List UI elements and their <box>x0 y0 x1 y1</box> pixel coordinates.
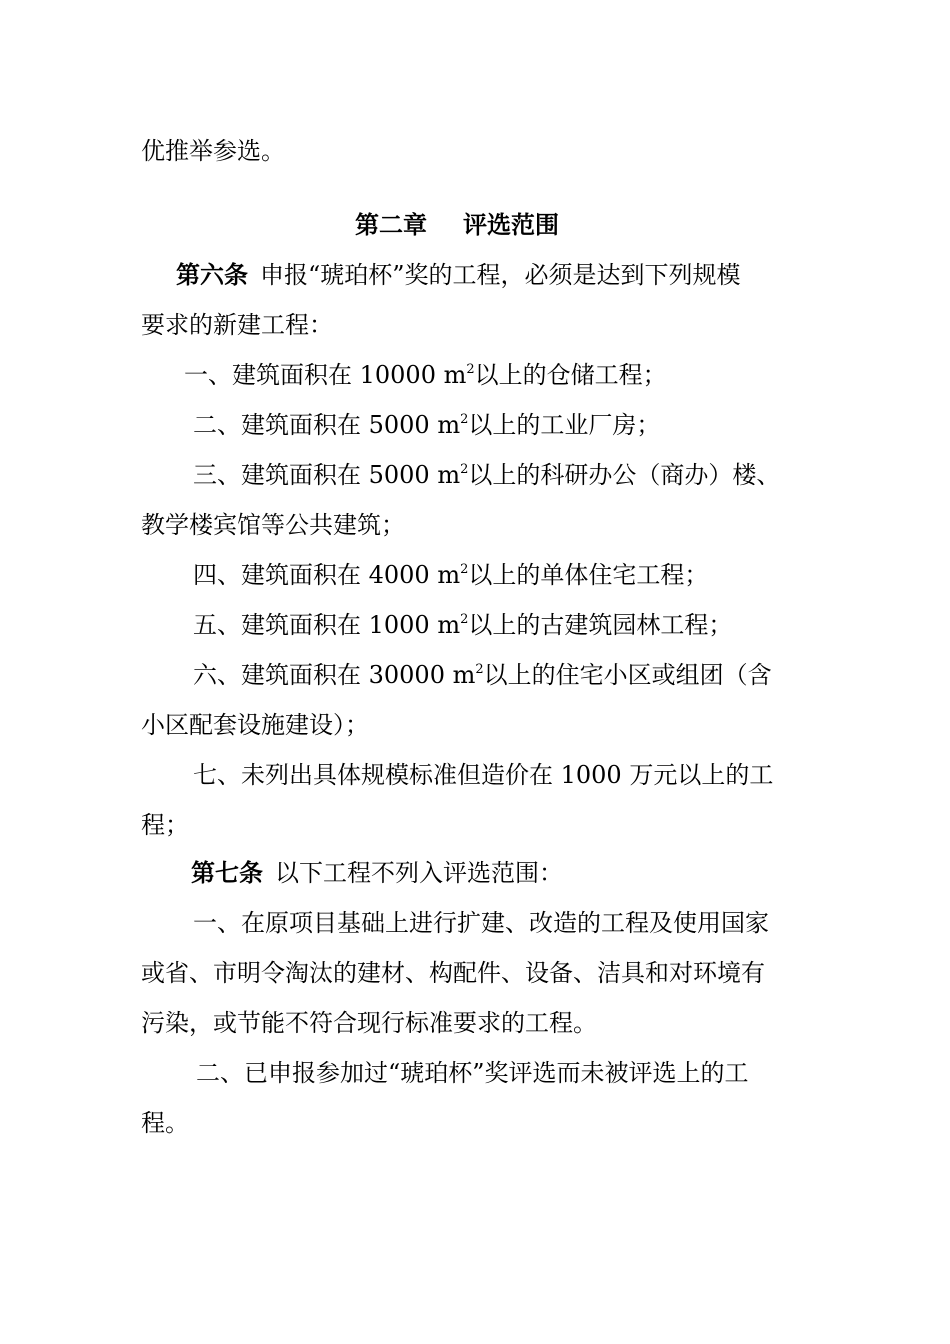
list-item-7 <box>193 758 773 792</box>
text-line: 要求的新建工程： <box>141 311 333 339</box>
exclusion-item-1 <box>193 906 769 940</box>
paragraph-continuation <box>141 134 285 168</box>
superscript: 2 <box>460 412 469 427</box>
chapter-title <box>355 208 559 242</box>
text-line: 污染，或节能不符合现行标准要求的工程。 <box>141 1009 597 1037</box>
text-line: 教学楼宾馆等公共建筑； <box>141 511 405 539</box>
article-6-heading <box>176 258 741 292</box>
text-line: 三、建筑面积在 5000 m <box>193 461 461 489</box>
chapter-name: 评选范围 <box>463 210 559 239</box>
superscript: 2 <box>460 562 469 577</box>
text-line: 以上的古建筑园林工程； <box>468 611 733 639</box>
list-item-3 <box>193 458 780 492</box>
text-line: 以上的科研办公（商办）楼、 <box>468 461 781 489</box>
superscript: 2 <box>475 662 484 677</box>
list-item-2 <box>193 408 660 442</box>
text-line: 以上的单体住宅工程； <box>468 561 709 589</box>
article-7-label: 第七条 <box>191 858 263 887</box>
superscript: 2 <box>466 362 475 377</box>
exclusion-item-2-cont <box>141 1106 189 1140</box>
text-line: 程； <box>141 811 189 839</box>
article-7-heading <box>191 856 563 890</box>
text-line: 二、建筑面积在 5000 m <box>193 411 461 439</box>
list-item-1 <box>184 358 667 392</box>
text-line: 优推举参选。 <box>141 137 285 165</box>
text-line: 二、已申报参加过“琥珀杯”奖评选而未被评选上的工 <box>196 1059 749 1087</box>
article-7-text: 以下工程不列入评选范围： <box>275 859 563 887</box>
article-6-text-cont <box>141 308 333 342</box>
text-line: 一、在原项目基础上进行扩建、改造的工程及使用国家 <box>193 909 769 937</box>
text-line: 六、建筑面积在 30000 m <box>193 661 476 689</box>
exclusion-item-1-cont-2 <box>141 1006 597 1040</box>
text-line: 程。 <box>141 1109 189 1137</box>
superscript: 2 <box>460 612 469 627</box>
list-item-4 <box>193 558 708 592</box>
text-line: 以上的住宅小区或组团（含 <box>483 661 772 689</box>
list-item-6-cont <box>141 708 369 742</box>
list-item-3-cont <box>141 508 405 542</box>
text-line: 或省、市明令淘汰的建材、构配件、设备、洁具和对环境有 <box>141 959 765 987</box>
text-line: 以上的仓储工程； <box>474 361 667 389</box>
article-6-label: 第六条 <box>176 260 248 289</box>
list-item-5 <box>193 608 732 642</box>
list-item-6 <box>193 658 772 692</box>
exclusion-item-1-cont <box>141 956 765 990</box>
exclusion-item-2 <box>196 1056 749 1090</box>
text-line: 七、未列出具体规模标准但造价在 1000 万元以上的工 <box>193 761 774 789</box>
text-line: 小区配套设施建设）； <box>141 711 369 739</box>
chapter-number: 第二章 <box>355 210 427 239</box>
text-line: 以上的工业厂房； <box>468 411 661 439</box>
text-line: 一、建筑面积在 10000 m <box>184 361 467 389</box>
article-6-text: 申报“琥珀杯”奖的工程，必须是达到下列规模 <box>260 261 741 289</box>
list-item-7-cont <box>141 808 189 842</box>
text-line: 四、建筑面积在 4000 m <box>193 561 461 589</box>
superscript: 2 <box>460 462 469 477</box>
text-line: 五、建筑面积在 1000 m <box>193 611 461 639</box>
